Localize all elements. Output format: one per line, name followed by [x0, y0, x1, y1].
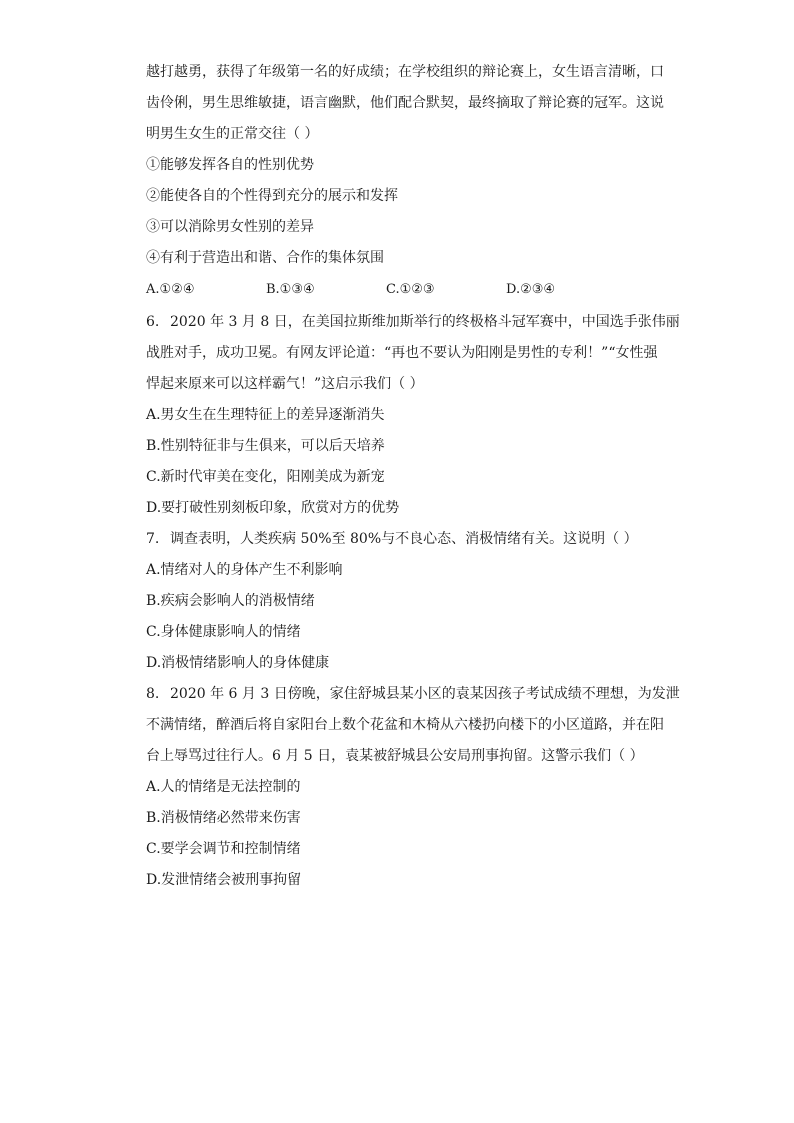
- question-6-stem-first: [146, 312, 686, 332]
- option-c[interactable]: C.新时代审美在变化，阳刚美成为新宠: [146, 469, 385, 485]
- question-5-stem: [146, 62, 686, 144]
- option-a[interactable]: A.男女生在生理特征上的差异逐渐消失: [146, 407, 385, 423]
- question-8: [146, 684, 686, 890]
- option-a[interactable]: A.情绪对人的身体产生不利影响: [146, 562, 343, 578]
- choice-a[interactable]: A.①②④: [146, 282, 195, 297]
- question-number: 8.: [146, 686, 160, 702]
- choice-b[interactable]: B.①③④: [266, 282, 315, 297]
- question-8-stem: [146, 684, 686, 766]
- question-7-stem-line: 调查表明，人类疾病 50%至 80%与不良心态、消极情绪有关。这说明（ ）: [170, 531, 638, 547]
- option-d[interactable]: D.消极情绪影响人的身体健康: [146, 655, 330, 671]
- question-5-statement: ②能使各自的个性得到充分的展示和发挥: [146, 188, 398, 204]
- question-6: [146, 312, 686, 518]
- question-7-stem: [146, 529, 686, 549]
- option-d[interactable]: D.发泄情绪会被刑事拘留: [146, 872, 302, 888]
- question-5-choices: [146, 280, 686, 300]
- question-6-stem: [146, 312, 686, 394]
- question-6-stem-line: 悍起来原来可以这样霸气！”这启示我们（ ）: [146, 376, 424, 392]
- question-5-stem-line: 明男生女生的正常交往（ ）: [146, 126, 319, 142]
- question-8-stem-line: 不满情绪，醉酒后将自家阳台上数个花盆和木椅从六楼扔向楼下的小区道路，并在阳: [146, 717, 664, 733]
- choice-d[interactable]: D.②③④: [506, 282, 556, 297]
- question-5: [146, 62, 686, 300]
- question-5-statement: ①能够发挥各自的性别优势: [146, 157, 314, 173]
- question-7: [146, 529, 686, 673]
- option-b[interactable]: B.疾病会影响人的消极情绪: [146, 593, 315, 609]
- choice-c[interactable]: C.①②③: [386, 282, 435, 297]
- option-d[interactable]: D.要打破性别刻板印象，欣赏对方的优势: [146, 500, 400, 516]
- question-6-stem-line: 2020 年 3 月 8 日，在美国拉斯维加斯举行的终极格斗冠军赛中，中国选手张伟丽: [170, 314, 680, 330]
- question-5-stem-line: 齿伶俐，男生思维敏捷，语言幽默，他们配合默契，最终摘取了辩论赛的冠军。这说: [146, 95, 664, 111]
- question-5-stem-line: 越打越勇，获得了年级第一名的好成绩；在学校组织的辩论赛上，女生语言清晰，口: [146, 64, 664, 80]
- question-number: 7.: [146, 531, 160, 547]
- question-7-stem-first: [146, 529, 686, 549]
- question-5-statement: ③可以消除男女性别的差异: [146, 219, 314, 235]
- option-b[interactable]: B.性别特征非与生俱来，可以后天培养: [146, 438, 385, 454]
- question-5-statement: ④有利于营造出和谐、合作的集体氛围: [146, 250, 384, 266]
- question-8-stem-first: [146, 684, 686, 704]
- question-8-stem-line: 台上辱骂过往行人。6 月 5 日，袁某被舒城县公安局刑事拘留。这警示我们（ ）: [146, 748, 644, 764]
- exam-page: [146, 62, 686, 901]
- option-a[interactable]: A.人的情绪是无法控制的: [146, 779, 301, 795]
- question-8-stem-line: 2020 年 6 月 3 日傍晚，家住舒城县某小区的袁某因孩子考试成绩不理想，为发泄: [170, 686, 680, 702]
- option-c[interactable]: C.身体健康影响人的情绪: [146, 624, 301, 640]
- question-6-stem-line: 战胜对手，成功卫冕。有网友评论道：“再也不要认为阳刚是男性的专利！”“女性强: [146, 345, 658, 361]
- option-b[interactable]: B.消极情绪必然带来伤害: [146, 810, 301, 826]
- question-number: 6.: [146, 314, 160, 330]
- option-c[interactable]: C.要学会调节和控制情绪: [146, 841, 301, 857]
